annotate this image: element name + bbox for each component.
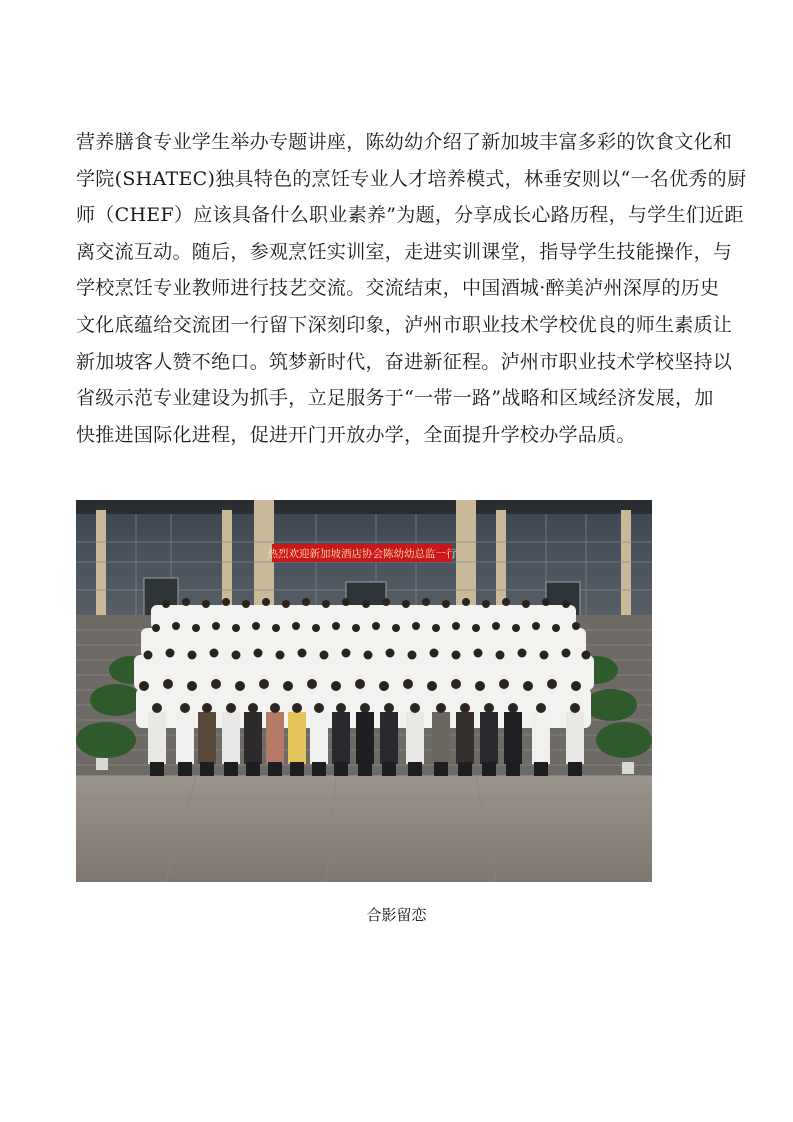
paragraph-line: 学院(SHATEC)独具特色的烹饪专业人才培养模式，林垂安则以“一名优秀的厨	[76, 167, 747, 190]
article-paragraph	[76, 124, 747, 453]
paragraph-line: 营养膳食专业学生举办专题讲座，陈幼幼介绍了新加坡丰富多彩的饮食文化和	[76, 131, 733, 153]
paragraph-line: 离交流互动。随后，参观烹饪实训室，走进实训课堂，指导学生技能操作，与	[76, 240, 733, 263]
paragraph-line: 快推进国际化进程，促进开门开放办学，全面提升学校办学品质。	[76, 423, 636, 446]
group-photo	[76, 500, 652, 882]
paragraph-line: 师（CHEF）应该具备什么职业素养”为题，分享成长心路历程，与学生们近距	[76, 204, 744, 227]
welcome-banner-text: 热烈欢迎新加坡酒店协会陈幼幼总监一行	[267, 548, 457, 560]
paragraph-line: 新加坡客人赞不绝口。筑梦新时代，奋进新征程。泸州市职业技术学校坚持以	[76, 350, 733, 373]
photo-caption: 合影留恋	[366, 906, 427, 924]
paragraph-line: 学校烹饪专业教师进行技艺交流。交流结束，中国酒城·醉美泸州深厚的历史	[76, 277, 720, 300]
paragraph-line: 省级示范专业建设为抓手，立足服务于“一带一路”战略和区域经济发展，加	[76, 387, 714, 410]
group-photo-illustration	[76, 500, 652, 882]
paragraph-line: 文化底蕴给交流团一行留下深刻印象，泸州市职业技术学校优良的师生素质让	[76, 313, 733, 336]
